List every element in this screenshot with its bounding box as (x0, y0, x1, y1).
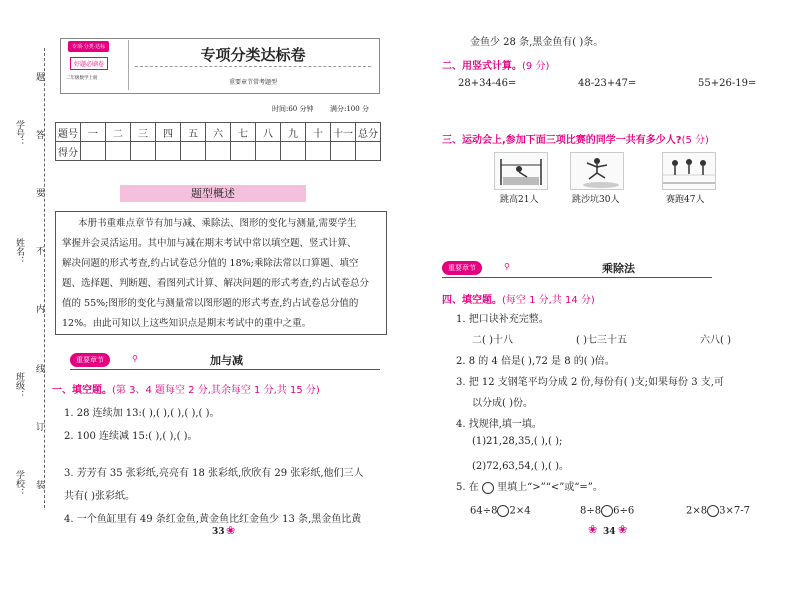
score-table-header-row (56, 123, 381, 142)
rhyme-item: 二( )十八 (472, 335, 513, 346)
table-cell: 十一 (331, 123, 356, 142)
fold-mark: 要 (36, 189, 46, 199)
table-cell: 题号 (56, 123, 81, 142)
score-table (55, 122, 381, 161)
high-jump-illustration (494, 152, 548, 190)
long-jump-illustration (570, 152, 624, 190)
total-score: 满分:100 分 (330, 105, 369, 113)
score-cell[interactable] (306, 142, 331, 161)
score-table-score-row (56, 142, 381, 161)
question-heading (52, 381, 320, 396)
score-cell[interactable] (156, 142, 181, 161)
section-rule (442, 277, 712, 278)
table-cell: 七 (231, 123, 256, 142)
brand-badge: 好题必刷卷 (70, 57, 108, 70)
caption-high-jump: 跳高21人 (500, 195, 539, 205)
question-line: 1. 28 连续加 13:( ),( ),( ),( ),( )。 (64, 408, 220, 419)
compare-right: 6÷6 (613, 505, 635, 517)
overview-line: 掌握并会灵活运用。其中加与减在期末考试中常以填空题、竖式计算、 (62, 238, 357, 249)
race-illustration (662, 152, 716, 190)
pattern-item: (2)72,63,54,( ),( )。 (472, 461, 570, 472)
compare-circle[interactable] (497, 505, 509, 517)
score-cell[interactable] (331, 142, 356, 161)
question-note: (每空 1 分,共 14 分) (502, 295, 595, 306)
question-line (456, 478, 603, 494)
overview-line: 本册书重难点章节有加与减、乘除法、图形的变化与测量,需要学生 (78, 218, 357, 229)
class-label: 班级： (14, 372, 24, 399)
overview-line: 题、选择题、判断题、看图列式计算、解决问题的形式考查,约占试卷总分 (62, 278, 370, 289)
table-cell: 总分 (356, 123, 381, 142)
compare-circle[interactable] (601, 505, 613, 517)
palm-tree-icon: ❀ (226, 524, 236, 537)
question-heading (442, 131, 709, 146)
overview-box (55, 211, 387, 335)
palm-tree-icon: ❀ (618, 523, 628, 536)
table-cell: 得分 (56, 142, 81, 161)
calc-item: 48-23+47= (578, 78, 637, 89)
overview-title: 题型概述 (120, 185, 306, 202)
score-cell[interactable] (181, 142, 206, 161)
question-line-start: 5. 在 (456, 482, 479, 493)
grade-label: 二年级数学上册 (66, 76, 98, 81)
page-number: 33 (212, 527, 225, 537)
score-cell[interactable] (256, 142, 281, 161)
title-divider (135, 66, 371, 67)
rhyme-item: ( )七三十五 (576, 335, 627, 346)
table-cell: 十 (306, 123, 331, 142)
question-line: 2. 100 连续减 15:( ),( ),( )。 (64, 431, 198, 442)
table-cell: 八 (256, 123, 281, 142)
score-cell[interactable] (356, 142, 381, 161)
compare-item (580, 505, 634, 517)
compare-circle[interactable] (707, 505, 719, 517)
palm-tree-icon: ❀ (588, 523, 598, 536)
score-cell[interactable] (106, 142, 131, 161)
page-title: 专项分类达标卷 (200, 46, 306, 64)
score-cell[interactable] (206, 142, 231, 161)
score-cell[interactable] (131, 142, 156, 161)
fold-mark: 线 (36, 365, 46, 375)
question-heading-text: 一、填空题。 (52, 385, 112, 396)
rhyme-item: 六八( ) (700, 335, 731, 346)
fold-mark: 不 (36, 247, 46, 257)
compare-right: 3×7-7 (719, 505, 750, 517)
question-note: (第 3、4 题每空 2 分,其余每空 1 分,共 15 分) (112, 385, 320, 396)
compare-left: 64÷8 (470, 505, 498, 517)
question-line: 4. 找规律,填一填。 (456, 419, 542, 430)
section-rule (70, 369, 380, 370)
fold-mark: 题 (36, 73, 46, 83)
fold-mark: 订 (36, 423, 46, 433)
student-number-label: 学号： (14, 120, 24, 147)
time-limit: 时间:60 分钟 (272, 105, 314, 113)
compare-left: 8÷8 (580, 505, 602, 517)
caption-long-jump: 跳沙坑30人 (572, 195, 620, 205)
binding-line (44, 48, 45, 508)
name-label: 姓名： (14, 238, 24, 265)
section-pill: 重要章节 (70, 353, 110, 367)
calc-item: 55+26-19= (698, 78, 757, 89)
series-badge: 专项·分类·达标 (68, 41, 109, 52)
overview-line: 解决问题的形式考查,约占试卷总分值的 18%;乘除法常以口算题、填空 (62, 258, 359, 269)
compare-left: 2×8 (686, 505, 708, 517)
table-cell: 六 (206, 123, 231, 142)
question-line: 以分成( )份。 (472, 398, 533, 409)
school-label: 学校： (14, 470, 24, 497)
question-line: 共有( )张彩纸。 (64, 491, 135, 502)
table-cell: 四 (156, 123, 181, 142)
table-cell: 五 (181, 123, 206, 142)
header-divider (128, 40, 129, 90)
question-heading-text: 二、用竖式计算。 (442, 61, 522, 72)
question-heading (442, 57, 549, 72)
score-cell[interactable] (281, 142, 306, 161)
section-pill: 重要章节 (442, 261, 482, 275)
question-line: 2. 8 的 4 倍是( ),72 是 8 的( )倍。 (456, 356, 615, 367)
calc-item: 28+34-46= (458, 78, 517, 89)
compare-item (470, 505, 531, 517)
question-line: 1. 把口诀补充完整。 (456, 314, 549, 325)
overview-line: 值的 55%;图形的变化与测量常以图形题的形式考查,约占试卷总分值的 (62, 298, 359, 309)
compare-item (686, 505, 750, 517)
pattern-item: (1)21,28,35,( ),( ); (472, 436, 563, 447)
question-line: 3. 把 12 支钢笔平均分成 2 份,每份有( )支;如果每份 3 支,可 (456, 377, 724, 388)
fold-mark: 内 (36, 305, 46, 315)
section-title: 乘除法 (602, 262, 635, 275)
question-line: 4. 一个鱼缸里有 49 条红金鱼,黄金鱼比红金鱼少 13 条,黑金鱼比黄 (64, 514, 362, 525)
magnifier-icon: ⚲ (132, 354, 138, 363)
score-cell[interactable] (231, 142, 256, 161)
table-cell: 九 (281, 123, 306, 142)
question-line-end: 里填上“>”“<”或“=”。 (497, 482, 603, 493)
magnifier-icon: ⚲ (504, 262, 510, 271)
question-line: 金鱼少 28 条,黑金鱼有( )条。 (470, 37, 604, 48)
compare-circle[interactable] (482, 482, 494, 494)
question-line: 3. 芳芳有 35 张彩纸,亮亮有 18 张彩纸,欣欣有 29 张彩纸,他们三人 (64, 468, 364, 479)
caption-race: 赛跑47人 (666, 195, 705, 205)
question-heading-text: 三、运动会上,参加下面三项比赛的同学一共有多少人? (442, 135, 682, 146)
question-note: (5 分) (681, 135, 709, 146)
question-note: (9 分) (522, 61, 550, 72)
compare-right: 2×4 (509, 505, 531, 517)
table-cell: 一 (81, 123, 106, 142)
section-title: 加与减 (210, 354, 243, 367)
table-cell: 三 (131, 123, 156, 142)
page-number: 34 (603, 527, 616, 537)
fold-mark: 装 (36, 481, 46, 491)
score-cell[interactable] (81, 142, 106, 161)
question-heading-text: 四、填空题。 (442, 295, 502, 306)
table-cell: 二 (106, 123, 131, 142)
fold-mark: 答 (36, 131, 46, 141)
question-heading (442, 291, 595, 306)
overview-line: 12%。由此可知以上这些知识点是期末考试中的重中之重。 (62, 318, 312, 329)
subtitle: 重要章节常考题型 (228, 79, 277, 86)
